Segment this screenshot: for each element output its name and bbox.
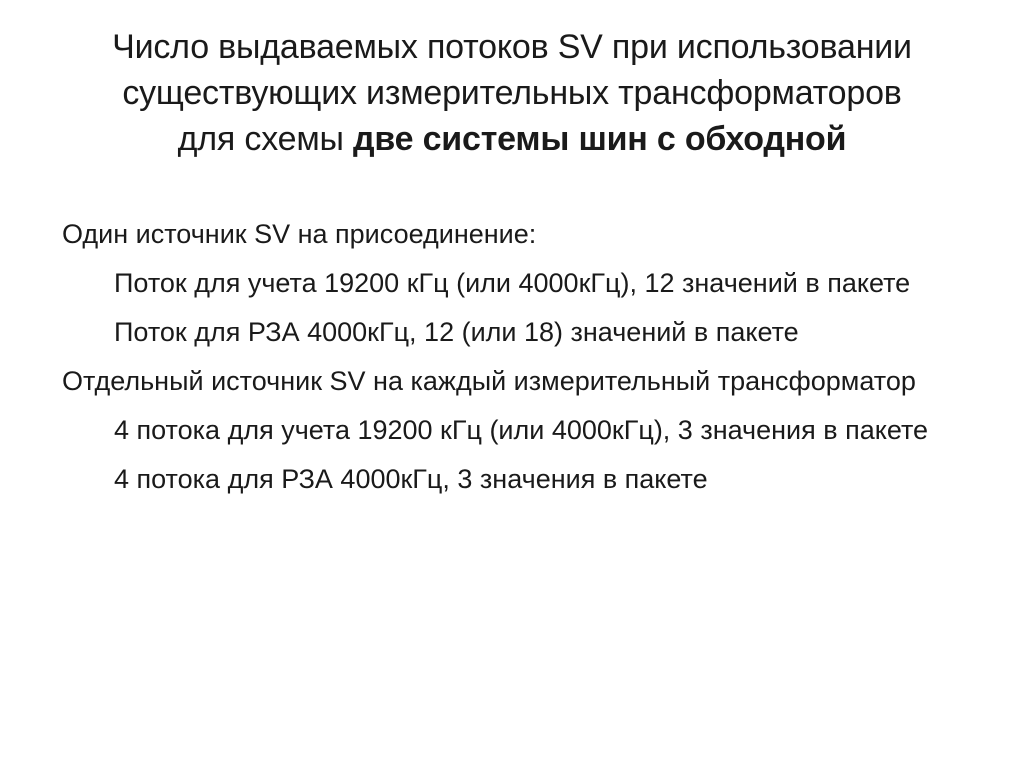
slide-title <box>52 24 972 162</box>
title-line-1: Число выдаваемых потоков SV при использовании <box>112 28 912 66</box>
bullet-level2: 4 потока для учета 19200 кГц (или 4000кГц), 3 значения в пакете <box>114 415 929 445</box>
title-line-3-bold: две системы шин с обходной <box>352 120 847 158</box>
title-line-2: существующих измерительных трансформаторов <box>122 74 902 112</box>
title-line-3-prefix: для схемы <box>177 120 353 158</box>
bullet-level2: Поток для учета 19200 кГц (или 4000кГц), 12 значений в пакете <box>114 268 911 298</box>
bullet-level1: Один источник SV на присоединение: <box>62 219 537 249</box>
bullet-level2: Поток для РЗА 4000кГц, 12 (или 18) значений в пакете <box>114 317 799 347</box>
bullet-level1: Отдельный источник SV на каждый измерительный трансформатор <box>62 366 916 396</box>
slide-content <box>62 214 962 508</box>
bullet-level2: 4 потока для РЗА 4000кГц, 3 значения в пакете <box>114 464 708 494</box>
